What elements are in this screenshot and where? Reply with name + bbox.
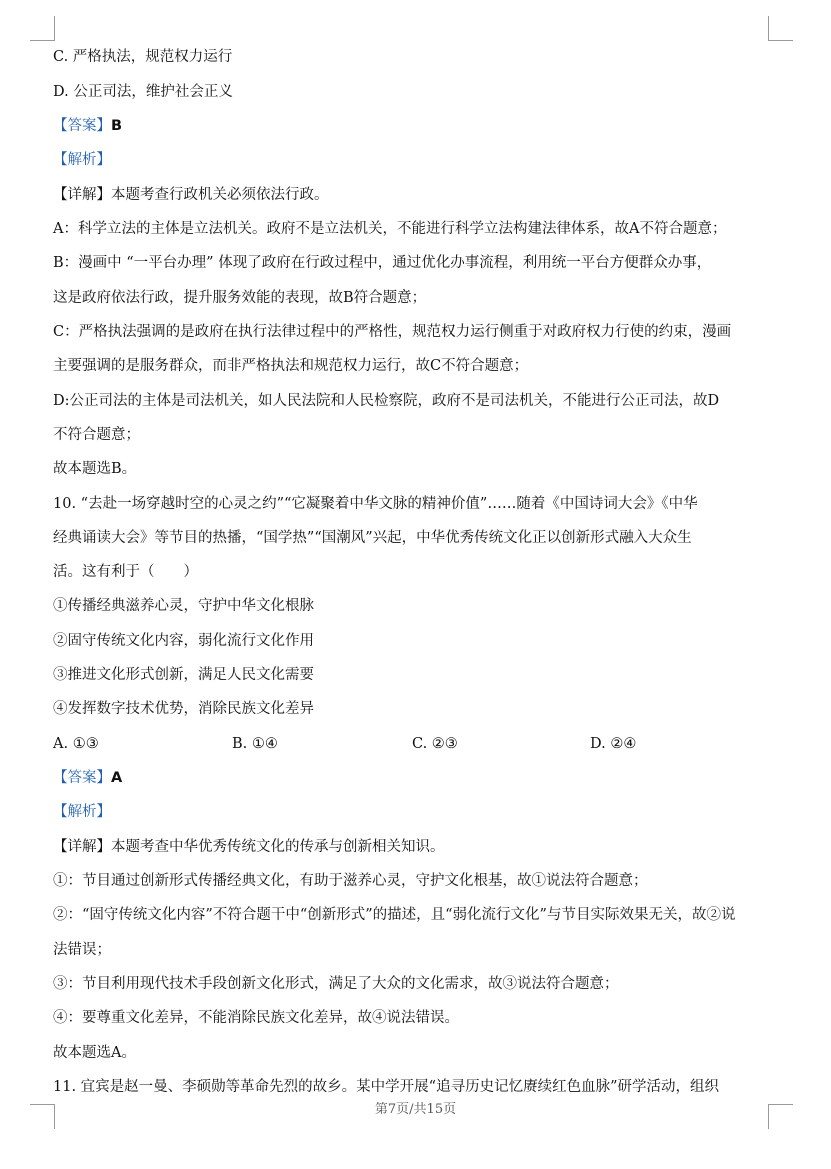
explanation-line: 这是政府依法行政，提升服务效能的表现，故B符合题意；: [53, 290, 427, 306]
question-10-stem: 经典诵读大会》等节目的热播，“国学热”“国潮风”兴起，中华优秀传统文化正以创新形式融入大众生: [53, 530, 692, 546]
explanation-line: ④：要尊重文化差异，不能消除民族文化差异，故④说法错误。: [53, 1010, 459, 1026]
explanation-line: 【详解】本题考查中华优秀传统文化的传承与创新相关知识。: [53, 839, 445, 855]
answer-value: B: [111, 118, 123, 134]
explanation-line: 主要强调的是服务群众，而非严格执法和规范权力运行，故C不符合题意；: [53, 358, 529, 374]
conclusion-line: 故本题选B。: [53, 461, 137, 477]
answer-label: 【答案】: [53, 770, 111, 786]
choice-d: D. ②④: [590, 736, 637, 752]
explanation-line: 不符合题意；: [53, 427, 140, 443]
option-d-text: D. 公正司法，维护社会正义: [53, 84, 233, 100]
explanation-line: ②：“固守传统文化内容”不符合题干中“创新形式”的描述，且“弱化流行文化”与节目实际效果无关，故②说: [53, 907, 736, 923]
explanation-line: C：严格执法强调的是政府在执行法律过程中的严格性，规范权力运行侧重于对政府权力行使的约束，漫画: [53, 324, 732, 340]
choice-b: B. ①④: [232, 736, 278, 752]
statement-4: ④发挥数字技术优势，消除民族文化差异: [53, 701, 314, 717]
page-corner-mark-top-left: [30, 16, 55, 41]
choice-c: C. ②③: [412, 736, 458, 752]
explanation-line: ③：节目利用现代技术手段创新文化形式，满足了大众的文化需求，故③说法符合题意；: [53, 976, 619, 992]
analysis-label: 【解析】: [53, 804, 111, 820]
question-10-stem: 活。这有利于（ ）: [53, 564, 198, 580]
answer-line: [53, 768, 122, 788]
answer-line: [53, 116, 122, 136]
statement-2: ②固守传统文化内容，弱化流行文化作用: [53, 633, 314, 649]
conclusion-line: 故本题选A。: [53, 1045, 136, 1061]
question-11-stem: 11. 宜宾是赵一曼、李硕勋等革命先烈的故乡。某中学开展“追寻历史记忆赓续红色血脉”研学活动，组织: [53, 1079, 719, 1095]
analysis-label: 【解析】: [53, 152, 111, 168]
explanation-line: 法错误；: [53, 942, 111, 958]
statement-3: ③推进文化形式创新，满足人民文化需要: [53, 667, 314, 683]
page-number: 第7页/共15页: [374, 1102, 457, 1117]
page-corner-mark-top-right: [768, 16, 793, 41]
statement-1: ①传播经典滋养心灵，守护中华文化根脉: [53, 598, 314, 614]
explanation-line: D:公正司法的主体是司法机关，如人民法院和人民检察院，政府不是司法机关，不能进行公正司法，故D: [53, 393, 720, 409]
explanation-line: A：科学立法的主体是立法机关。政府不是立法机关，不能进行科学立法构建法律体系，故A不符合题意；: [53, 221, 727, 237]
question-10-stem: 10. “去赴一场穿越时空的心灵之约”“它凝聚着中华文脉的精神价值”……随着《中国诗词大会》《中华: [53, 496, 698, 512]
explanation-line: B：漫画中 “一平台办理” 体现了政府在行政过程中，通过优化办事流程，利用统一平台方便群众办事，: [53, 255, 712, 271]
choice-a: A. ①③: [53, 736, 99, 752]
answer-value: A: [111, 770, 123, 786]
answer-label: 【答案】: [53, 118, 111, 134]
explanation-line: 【详解】本题考查行政机关必须依法行政。: [53, 187, 329, 203]
option-c-text: C. 严格执法，规范权力运行: [53, 49, 233, 65]
explanation-line: ①：节目通过创新形式传播经典文化，有助于滋养心灵，守护文化根基，故①说法符合题意；: [53, 873, 648, 889]
